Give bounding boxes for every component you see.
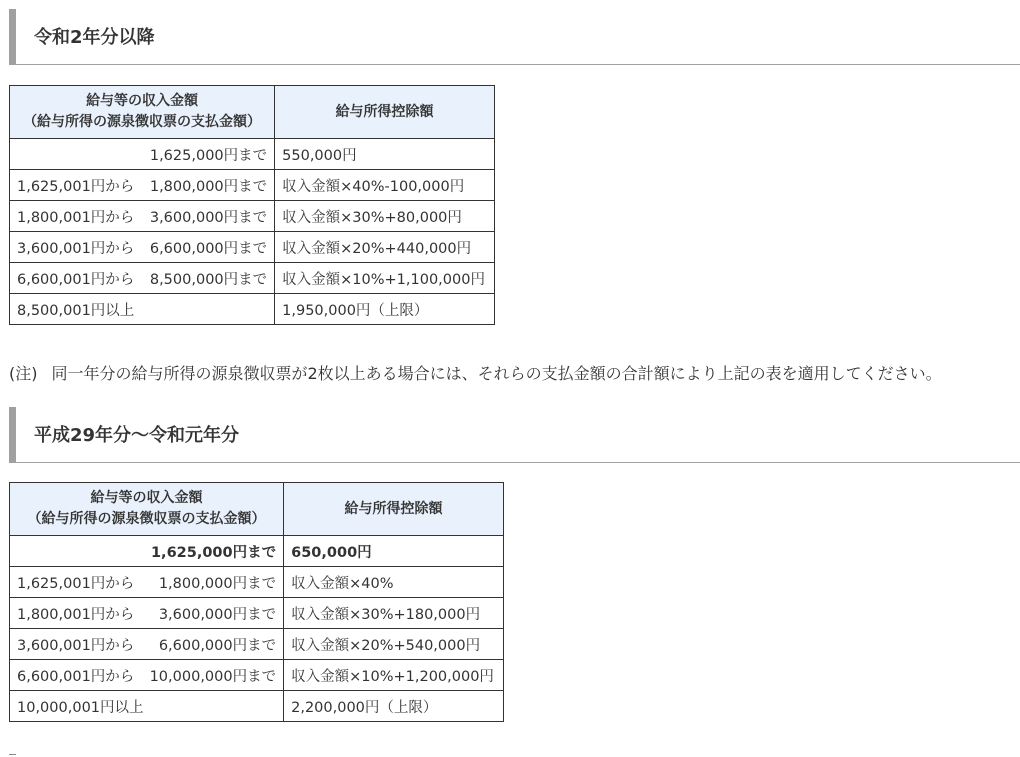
income-header-line1: 給与等の収入金額 [86,93,199,109]
income-header [10,483,284,536]
section-title: 平成29年分～令和元年分 [34,425,240,446]
income-to: 3,600,000円まで [149,209,268,226]
income-range-cell [10,691,284,722]
income-range-cell [10,598,284,629]
note-mark: (注) [9,364,38,383]
deduction-cell: 収入金額×10%+1,100,000円 [275,263,495,294]
table-note [9,361,942,384]
table-header-row [10,483,504,536]
income-range-cell [10,294,275,325]
divider [9,754,16,755]
income-from: 1,800,001円から [17,209,135,226]
deduction-cell: 収入金額×20%+540,000円 [284,629,504,660]
income-to: 6,600,000円まで [149,240,268,257]
table-row [10,263,495,294]
section-title: 令和2年分以降 [34,27,155,48]
deduction-table-reiwa2 [9,85,495,325]
deduction-cell: 550,000円 [275,139,495,170]
income-from: 6,600,001円から [17,271,135,288]
table-row [10,536,504,567]
income-from: 1,800,001円から [17,606,135,623]
deduction-cell: 650,000円 [284,536,504,567]
income-to: 1,625,000円まで [150,544,277,561]
income-header-line2: （給与所得の源泉徴収票の支払金額） [23,114,262,130]
deduction-cell: 収入金額×40% [284,567,504,598]
table-row [10,232,495,263]
table-row [10,170,495,201]
table-row [10,139,495,170]
table-row [10,629,504,660]
table-row [10,294,495,325]
deduction-cell: 1,950,000円（上限） [275,294,495,325]
income-range-cell [10,232,275,263]
income-from: 1,625,001円から [17,575,135,592]
income-from: 6,600,001円から [17,668,135,685]
table-row [10,691,504,722]
income-from: 1,625,001円から [17,178,135,195]
section-heading-reiwa2 [9,9,1020,65]
income-range-cell [10,536,284,567]
note-text: 同一年分の給与所得の源泉徴収票が2枚以上ある場合には、それらの支払金額の合計額により上記の表を適用してください。 [51,364,942,383]
income-to: 1,625,000円まで [149,147,268,164]
income-from: 8,500,001円以上 [17,302,135,319]
income-range-cell [10,263,275,294]
table-row [10,201,495,232]
section-heading-heisei29 [9,407,1020,463]
deduction-cell: 収入金額×20%+440,000円 [275,232,495,263]
income-range-cell [10,170,275,201]
income-from: 3,600,001円から [17,637,135,654]
income-header-line2: （給与所得の源泉徴収票の支払金額） [27,511,266,527]
deduction-table-heisei29 [9,482,504,722]
table-header-row [10,86,495,139]
income-range-cell [10,139,275,170]
table-row [10,598,504,629]
deduction-cell: 収入金額×40%-100,000円 [275,170,495,201]
deduction-cell: 収入金額×10%+1,200,000円 [284,660,504,691]
table-row [10,660,504,691]
income-to: 10,000,000円まで [149,668,277,685]
income-from: 3,600,001円から [17,240,135,257]
deduction-cell: 収入金額×30%+180,000円 [284,598,504,629]
income-range-cell [10,629,284,660]
income-to: 8,500,000円まで [149,271,268,288]
deduction-header: 給与所得控除額 [284,483,504,536]
income-to: 1,800,000円まで [158,575,277,592]
income-to: 6,600,000円まで [158,637,277,654]
income-range-cell [10,201,275,232]
deduction-cell: 収入金額×30%+80,000円 [275,201,495,232]
income-to: 3,600,000円まで [158,606,277,623]
income-range-cell [10,567,284,598]
income-header [10,86,275,139]
deduction-cell: 2,200,000円（上限） [284,691,504,722]
table-row [10,567,504,598]
income-header-line1: 給与等の収入金額 [90,490,203,506]
income-range-cell [10,660,284,691]
income-from: 10,000,001円以上 [17,699,144,716]
deduction-header: 給与所得控除額 [275,86,495,139]
income-to: 1,800,000円まで [149,178,268,195]
